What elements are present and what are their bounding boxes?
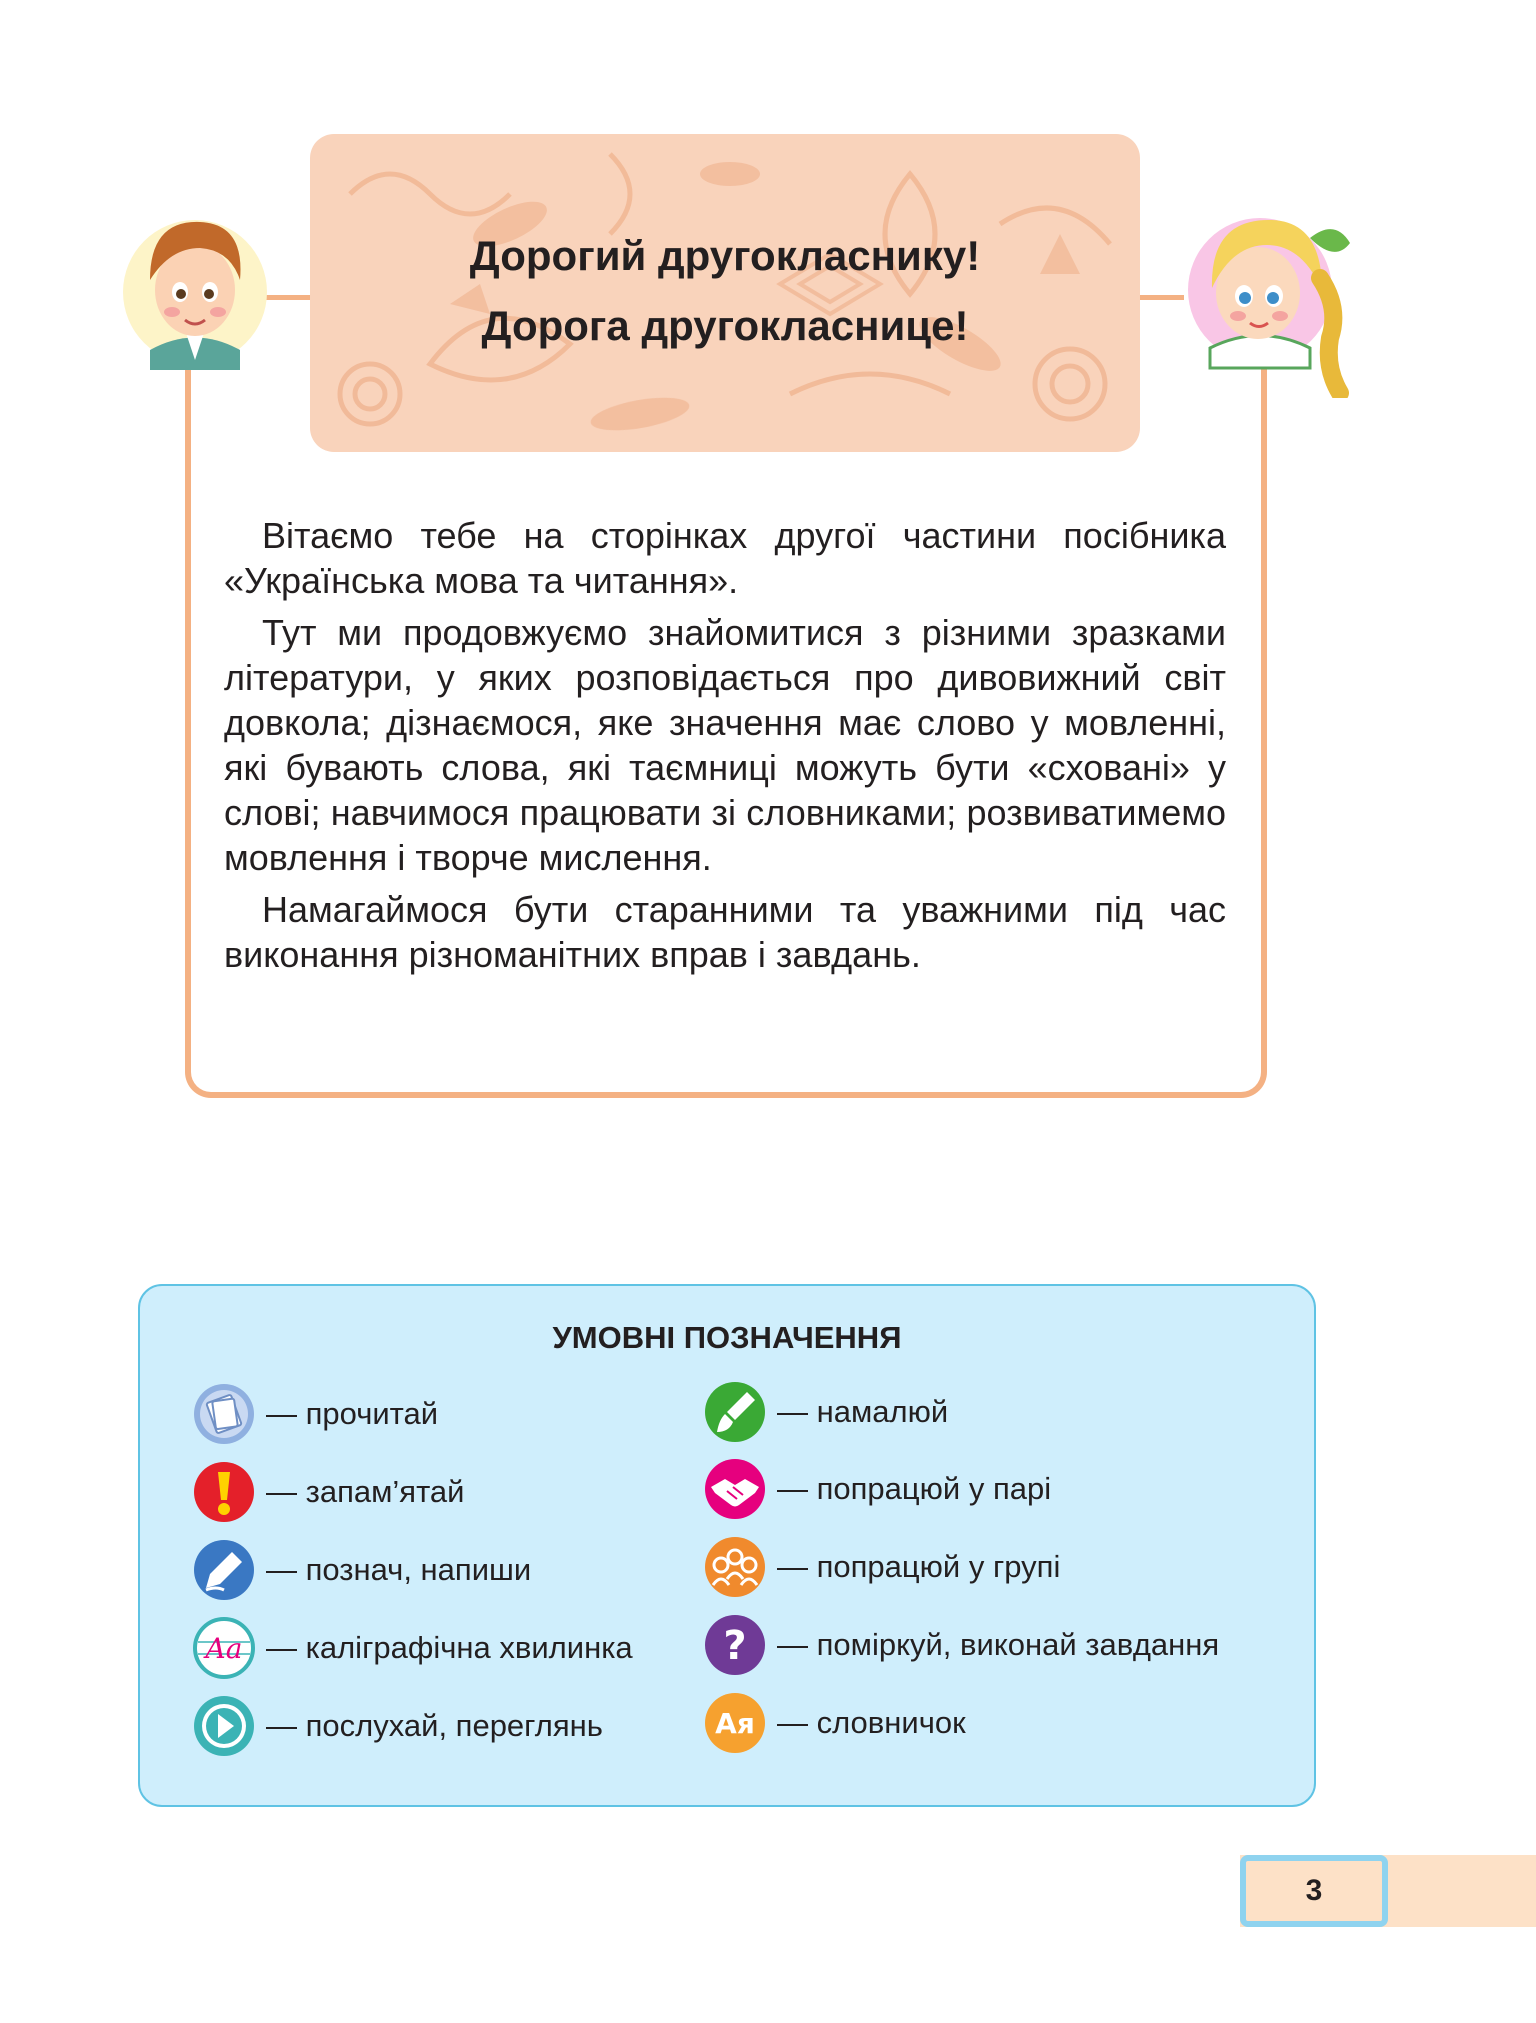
intro-paragraph: Вітаємо тебе на сторінках другої частини посібника «Українська мова та читання».	[224, 515, 1226, 601]
intro-text	[224, 513, 1226, 984]
legend-item-draw	[703, 1379, 948, 1445]
page-number: 3	[1240, 1855, 1388, 1927]
intro-paragraph: Тут ми продовжуємо знайомитися з різними зразками літератури, у яких розповідається про дивовижний світ довкола; дізнаємося, яке значення має слово у мовленні, які бувають слова, які таємниці можуть бути «сховані» у слові; навчимося працювати зі словниками; розвиватимемо мовлення і творче мислення.	[224, 612, 1226, 878]
legend-item-label: — послухай, переглянь	[266, 1708, 603, 1743]
question-icon	[703, 1613, 767, 1677]
legend-item-label: — познач, напиши	[266, 1552, 532, 1587]
legend-item-label: — попрацюй у групі	[777, 1549, 1061, 1584]
pencil-icon	[192, 1538, 256, 1602]
legend-item-label: — попрацюй у парі	[777, 1471, 1052, 1506]
legend-item-remember	[192, 1459, 465, 1525]
legend-item-label: — поміркуй, виконай завдання	[777, 1627, 1220, 1662]
legend-item-pair-work	[703, 1456, 1051, 1522]
girl-avatar	[1180, 198, 1400, 398]
handshake-icon	[703, 1457, 767, 1521]
legend-item-listen	[192, 1693, 603, 1759]
dictionary-icon-letters: Ая	[715, 1707, 755, 1740]
svg-text:?: ?	[723, 1623, 747, 1669]
book-icon	[192, 1382, 256, 1446]
legend-item-group-work	[703, 1534, 1060, 1600]
legend-item-write	[192, 1537, 531, 1603]
svg-text:Aa: Aa	[205, 1632, 243, 1665]
dictionary-icon	[703, 1691, 767, 1755]
greeting-title	[310, 134, 1140, 361]
legend-item-label: — намалюй	[777, 1394, 949, 1429]
legend-title: УМОВНІ ПОЗНАЧЕННЯ	[552, 1320, 902, 1355]
group-icon	[703, 1535, 767, 1599]
frame-connector-right	[1136, 295, 1184, 300]
legend-item-label: — словничок	[777, 1705, 966, 1740]
legend-item-label: — каліграфічна хвилинка	[266, 1630, 633, 1665]
legend-item-dictionary	[703, 1690, 966, 1756]
legend-item-read	[192, 1381, 438, 1447]
greeting-line-2: Дорога другокласнице!	[481, 302, 969, 349]
calligraphy-icon	[192, 1616, 256, 1680]
exclamation-icon	[192, 1460, 256, 1524]
legend-item-think	[703, 1612, 1219, 1678]
legend-item-calligraphy	[192, 1615, 633, 1681]
legend-item-label: — прочитай	[266, 1396, 439, 1431]
brush-icon	[703, 1380, 767, 1444]
play-icon	[192, 1694, 256, 1758]
title-banner	[310, 134, 1140, 452]
greeting-line-1: Дорогий другокласнику!	[469, 232, 981, 279]
legend-box	[138, 1284, 1316, 1807]
intro-paragraph: Намагаймося бути старанними та уважними під час виконання різноманітних вправ і завдань.	[224, 889, 1226, 975]
legend-item-label: — запам’ятай	[266, 1474, 465, 1509]
boy-avatar	[110, 200, 270, 370]
